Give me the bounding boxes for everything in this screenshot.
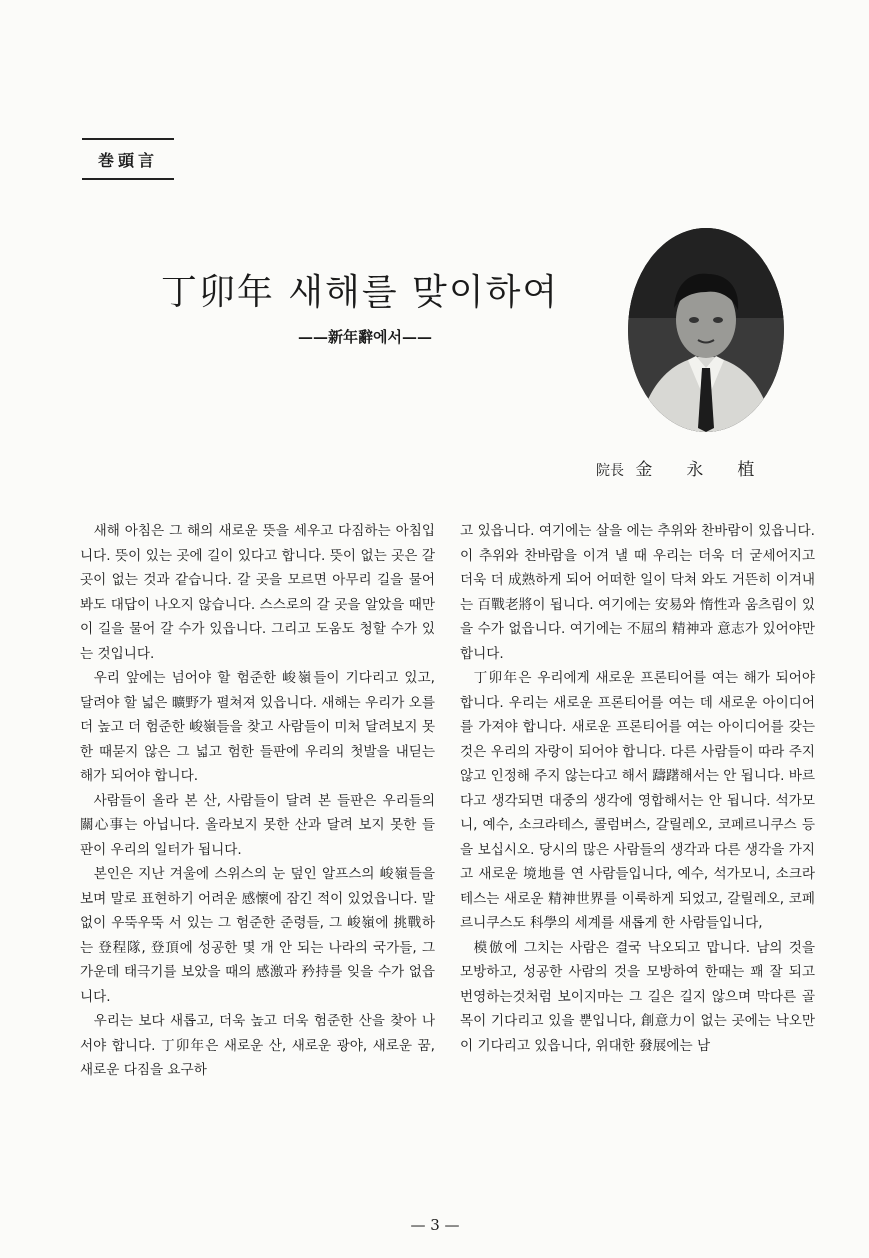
author-role: 院長 [596,463,624,479]
paragraph: 사람들이 올라 본 산, 사람들이 달려 본 들판은 우리들의 關心事는 아닙니다. 올라보지 못한 산과 달려 보지 못한 들판이 우리의 일터가 됩니다. [80,792,435,858]
article-left-column [80,519,435,1083]
author-line [596,455,796,480]
page-title: 丁卯年 새해를 맞이하여 [160,272,560,313]
paragraph: 丁卯年은 우리에게 새로운 프론티어를 여는 해가 되어야 합니다. 우리는 새로운 프론티어를 여는 데 새로운 아이디어를 가져야 합니다. 새로운 프론티어를 여는 아이디어를 갖는 것은 우리의 자랑이 되어야 합니다. 다른 사람들이 따라 주지 않고 인정해 주지 않는다고 해서 躊躇해서는 안 됩니다. 바르다고 생각되면 대중의 생각에 영합해서는 안 됩니다. 석가모니, 예수, 소크라테스, 콜럼버스, 갈릴레오, 코페르니쿠스 등을 보십시오. 당시의 많은 사람들의 생각과 다른 생각을 가지고 새로운 境地를 연 사람들입니다, 예수, 석가모니, 소크라테스는 새로운 精神世界를 이룩하게 되었고, 갈릴레오, 코페르니쿠스도 科學의 세계를 새롭게 한 사람들입니다, [460,670,815,931]
author-portrait [628,228,784,432]
page-subtitle: ——新年辭에서—— [298,328,432,346]
paragraph: 고 있읍니다. 여기에는 살을 에는 추위와 찬바람이 있읍니다. 이 추위와 찬바람을 이겨 낼 때 우리는 더욱 더 굳세어지고 더욱 더 成熟하게 되어 어떠한 일이 닥쳐 와도 거뜬히 이겨내는 百戰老將이 됩니다. 여기에는 安易와 惰性과 움츠림이 있을 수가 없읍니다. 여기에는 不屈의 精神과 意志가 있어야만 합니다. [460,523,815,662]
paragraph: 模倣에 그치는 사람은 결국 낙오되고 맙니다. 남의 것을 모방하고, 성공한 사람의 것을 모방하여 한때는 꽤 잘 되고 번영하는것처럼 보이지마는 그 길은 길지 않으며 막다른 골목이 기다리고 있을 뿐입니다, 創意力이 없는 곳에는 낙오만이 기다리고 있읍니다, 위대한 發展에는 남 [460,939,815,1054]
page-number: — 3 — [410,1216,460,1234]
portrait-image [628,228,784,432]
paragraph: 본인은 지난 겨울에 스위스의 눈 덮인 알프스의 峻嶺들을 보며 말로 표현하기 어려운 感懷에 잠긴 적이 있었읍니다. 말없이 우뚝우뚝 서 있는 그 험준한 준령들, 그 峻嶺에 挑戰하는 登程隊, 登頂에 성공한 몇 개 안 되는 나라의 국가들, 그 가운데 태극기를 보았을 때의 感激과 矜持를 잊을 수가 없읍니다. [80,866,435,1005]
article-right-column [460,519,815,1058]
paragraph: 새해 아침은 그 해의 새로운 뜻을 세우고 다짐하는 아침입니다. 뜻이 있는 곳에 길이 있다고 합니다. 뜻이 없는 곳은 갈 곳이 없는 것과 같습니다. 갈 곳을 모르면 아무리 길을 물어 봐도 대답이 나오지 않습니다. 스스로의 갈 곳을 알았을 때만이 길을 물어 갈 수가 있읍니다. 그리고 도움도 청할 수가 있는 것입니다. [80,523,435,662]
section-label: 巻頭言 [82,138,174,180]
paragraph: 우리는 보다 새롭고, 더욱 높고 더욱 험준한 산을 찾아 나서야 합니다. 丁卯年은 새로운 산, 새로운 광야, 새로운 꿈, 새로운 다짐을 요구하 [80,1013,435,1078]
paragraph: 우리 앞에는 넘어야 할 험준한 峻嶺들이 기다리고 있고, 달려야 할 넓은 曠野가 펼쳐져 있읍니다. 새해는 우리가 오를 더 높고 더 험준한 峻嶺들을 찾고 사람들이 미처 달려보지 못한 때묻지 않은 그 넓고 험한 들판에 우리의 첫발을 내딛는 해가 되어야 합니다. [80,670,435,784]
author-name: 金永植 [635,460,789,480]
